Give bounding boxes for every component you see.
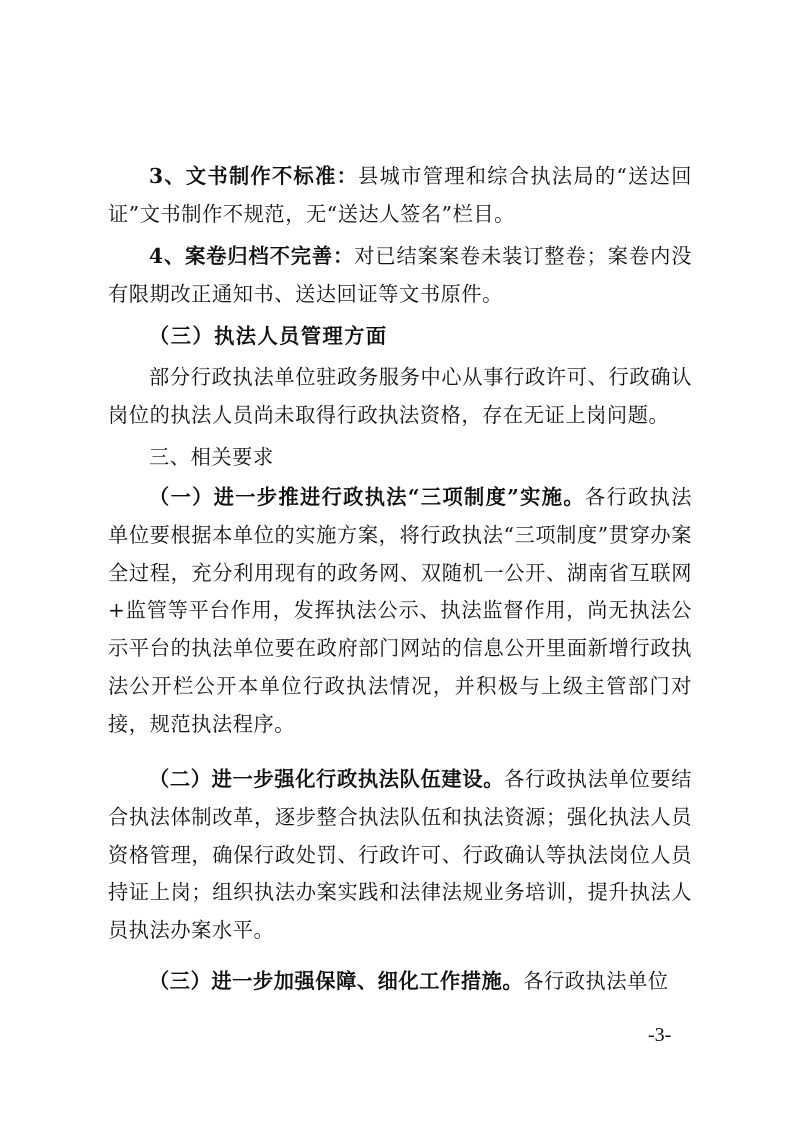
section-3-heading: （三）执法人员管理方面 <box>149 324 388 348</box>
requirement-3-text: 各行政执法单位 <box>523 969 669 993</box>
requirement-1-lead: （一）进一步推进行政执法“三项制度”实施。 <box>149 485 585 509</box>
item-3-text: 县城市管理和综合执法局的“送达回证”文书制作不规范，无“送达人签名”栏目。 <box>108 164 692 226</box>
page-number: -3- <box>648 1024 672 1046</box>
requirement-1-paragraph <box>108 479 692 744</box>
requirement-2-paragraph <box>108 761 692 950</box>
requirement-2-text: 各行政执法单位要结合执法体制改革，逐步整合执法队伍和执法资源；强化执法人员资格管理，确保行政处罚、行政许可、行政确认等执法岗位人员持证上岗；组织执法办案实践和法律法规业务培训，提升执法人员执法办案水平。 <box>108 767 693 943</box>
item-4-paragraph <box>108 238 692 314</box>
requirement-3-lead: （三）进一步加强保障、细化工作措施。 <box>149 969 524 993</box>
requirement-3-paragraph <box>108 963 692 1001</box>
section-3-paragraph: 部分行政执法单位驻政务服务中心从事行政许可、行政确认岗位的执法人员尚未取得行政执法资格，存在无证上岗问题。 <box>108 365 692 427</box>
item-4-text: 对已结案案卷未装订整卷；案卷内没有限期改正通知书、送达回证等文书原件。 <box>108 244 692 306</box>
part-3-heading: 三、相关要求 <box>149 445 274 469</box>
item-3-paragraph <box>108 158 692 234</box>
item-4-lead: 4、案卷归档不完善： <box>149 244 355 268</box>
requirement-2-lead: （二）进一步强化行政执法队伍建设。 <box>149 767 505 791</box>
requirement-1-text: 各行政执法单位要根据本单位的实施方案，将行政执法“三项制度”贯穿办案全过程，充分利用现有的政务网、双随机一公开、湖南省互联网+监管等平台作用，发挥执法公示、执法监督作用，尚无执法公示平台的执法单位要在政府部门网站的信息公开里面新增行政执法公开栏公开本单位行政执法情况，并积极与上级主管部门对接，规范执法程序。 <box>108 485 692 736</box>
item-3-lead: 3、文书制作不标准： <box>149 164 359 188</box>
